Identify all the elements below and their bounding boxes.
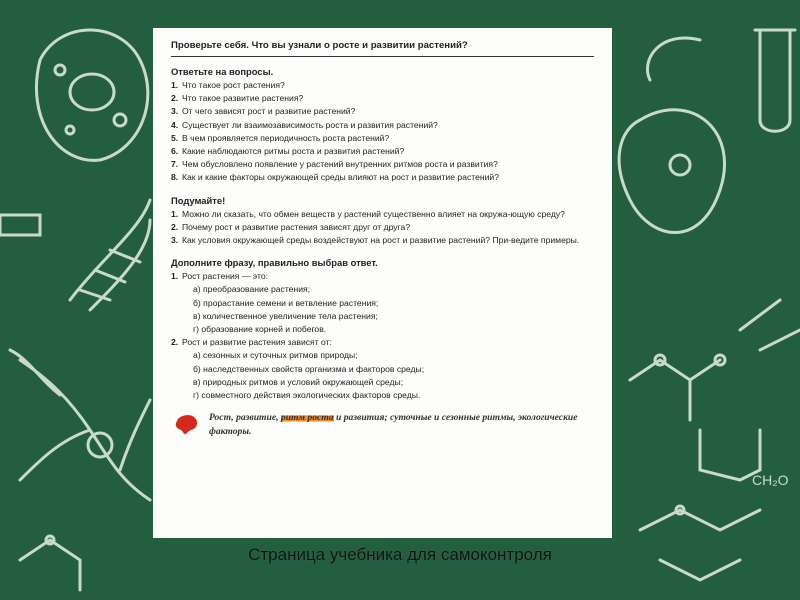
question-item [171, 92, 594, 105]
answer-option: а) сезонных и суточных ритмов природы; [193, 350, 358, 361]
key-terms-highlight: ритм роста [280, 412, 334, 424]
section-title-complete: Дополните фразу, правильно выбрав ответ. [171, 257, 378, 269]
item-text: Рост растения — это: [182, 271, 268, 282]
question-item [171, 171, 594, 184]
question-item [171, 79, 594, 92]
item-text: Существует ли взаимозависимость роста и развития растений? [182, 119, 438, 130]
think-item [171, 208, 594, 221]
item-text: Можно ли сказать, что обмен веществ у растений существенно влияет на окружа-ющую среду? [182, 208, 565, 219]
key-terms-text: Рост, развитие, [209, 412, 281, 424]
question-item [171, 158, 594, 171]
answer-option: б) наследственных свойств организма и факторов среды; [193, 363, 425, 374]
complete-section [171, 256, 594, 402]
page-title: Проверьте себя. Что вы узнали о росте и развитии растений? [171, 40, 594, 57]
complete-question [171, 336, 594, 349]
think-item [171, 221, 594, 234]
question-item [171, 105, 594, 118]
answer-option: г) образование корней и побегов. [193, 324, 327, 335]
item-text: От чего зависят рост и развитие растений? [182, 106, 356, 117]
item-text: Какие наблюдаются ритмы роста и развития растений? [182, 146, 405, 157]
answer-option: г) совместного действия экологических факторов среды. [193, 390, 421, 401]
think-section [171, 194, 594, 248]
answer-option: в) природных ритмов и условий окружающей среды; [193, 376, 404, 387]
item-text: Как и какие факторы окружающей среды влияют на рост и развитие растений? [182, 172, 499, 183]
item-number: 2. [171, 93, 179, 104]
item-number: 4. [171, 119, 179, 130]
item-number: 1. [171, 271, 179, 282]
item-text: В чем проявляется периодичность роста растений? [182, 132, 390, 143]
item-text: Рост и развитие растения зависят от: [182, 337, 332, 348]
item-text: Почему рост и развитие растения зависят друг от друга? [182, 221, 411, 232]
item-text: Чем обусловлено появление у растений внутренних ритмов роста и развития? [182, 159, 498, 170]
item-number: 8. [171, 172, 179, 183]
item-text: Что такое развитие растения? [182, 93, 304, 104]
item-number: 6. [171, 146, 179, 157]
slide-caption: Страница учебника для самоконтроля [248, 545, 552, 564]
item-number: 3. [171, 106, 179, 117]
item-number: 5. [171, 132, 179, 143]
item-number: 1. [171, 208, 179, 219]
key-terms-block [171, 411, 594, 439]
answer-option: а) преобразование растения; [193, 284, 311, 295]
item-number: 2. [171, 337, 179, 348]
key-terms-text: и развития; суточные и сезонные ритмы, экологические факторы. [209, 412, 578, 438]
item-number: 1. [171, 80, 179, 90]
item-text: Что такое рост растения? [182, 80, 285, 90]
marker-blob-icon [173, 413, 199, 435]
answer-option: б) прорастание семени и ветвление растения; [193, 297, 379, 308]
item-text: Как условия окружающей среды воздействуют на рост и развитие растений? При-ведите примеры. [182, 235, 580, 246]
section-title-questions: Ответьте на вопросы. [171, 66, 274, 77]
textbook-page [153, 28, 612, 538]
complete-question [171, 270, 594, 283]
question-item [171, 119, 594, 132]
answer-option: в) количественное увеличение тела растения; [193, 310, 378, 321]
item-number: 2. [171, 221, 179, 232]
think-item [171, 234, 594, 247]
section-title-think: Подумайте! [171, 194, 226, 206]
question-item [171, 132, 594, 145]
question-item [171, 145, 594, 158]
questions-section [171, 65, 594, 185]
item-number: 7. [171, 159, 179, 170]
item-number: 3. [171, 235, 179, 246]
svg-text:CH₂O: CH₂O [752, 472, 789, 488]
